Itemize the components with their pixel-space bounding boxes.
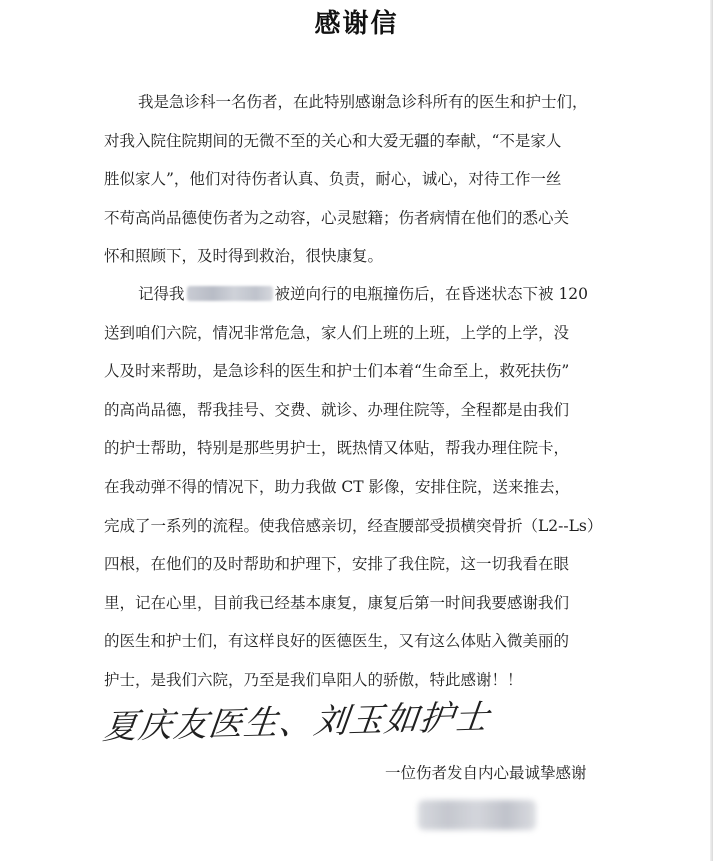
paragraph-1-line: 怀和照顾下，及时得到救治，很快康复。 (104, 247, 384, 266)
closing-line: 一位伤者发自内心最诚挚感谢 (385, 764, 587, 782)
paragraph-2-line: 护士，是我们六院，乃至是我们阜阳人的骄傲，特此感谢！！ (104, 670, 523, 689)
paragraph-2-line: 的医生和护士们，有这样良好的医德医生，又有这么体贴入微美丽的 (104, 632, 570, 651)
paragraph-2-line: 在我动弹不得的情况下，助力我做 CT 影像，安排住院，送来推去， (104, 477, 571, 496)
paragraph-2-line-start: 记得我 (138, 285, 185, 303)
paragraph-2-line: 人及时来帮助，是急诊科的医生和护士们本着“生命至上，救死扶伤” (104, 362, 570, 381)
paragraph-2-line: 的护士帮助，特别是那些男护士，既热情又体贴，帮我办理住院卡， (104, 439, 570, 458)
redacted-signature (418, 800, 536, 830)
paragraph-1-line: 不苟高尚品德使伤者为之动容，心灵慰籍；伤者病情在他们的悉心关 (104, 208, 570, 227)
handwritten-names: 夏庆友医生、刘玉如护士 (101, 697, 492, 748)
redacted-date (187, 286, 273, 301)
paragraph-2-line: 送到咱们六院，情况非常危急，家人们上班的上班，上学的上学，没 (104, 323, 570, 342)
paragraph-2-line: 的高尚品德，帮我挂号、交费、就诊、办理住院等，全程都是由我们 (104, 400, 570, 419)
paragraph-1-line: 我是急诊科一名伤者，在此特别感谢急诊科所有的医生和护士们， (138, 93, 588, 111)
paragraph-1 (104, 83, 614, 276)
paragraph-2-line: 四根，在他们的及时帮助和护理下，安排了我住院，这一切我看在眼 (104, 555, 570, 574)
letter-title: 感谢信 (314, 9, 399, 39)
paragraph-2-line: 完成了一系列的流程。使我倍感亲切，经查腰部受损横突骨折（L2--Ls） (104, 516, 603, 535)
paragraph-2-line: 里，记在心里，目前我已经基本康复，康复后第一时间我要感谢我们 (104, 593, 570, 612)
paragraph-1-line: 胜似家人”，他们对待伤者认真、负责，耐心，诚心，对待工作一丝 (104, 170, 562, 189)
paragraph-2-first-line (104, 275, 614, 314)
paragraph-2-line-end: 被逆向行的电瓶撞伤后，在昏迷状态下被 120 (274, 285, 589, 303)
paragraph-2 (104, 275, 614, 700)
paragraph-1-line: 对我入院住院期间的无微不至的关心和大爱无疆的奉献，“不是家人 (104, 131, 562, 150)
